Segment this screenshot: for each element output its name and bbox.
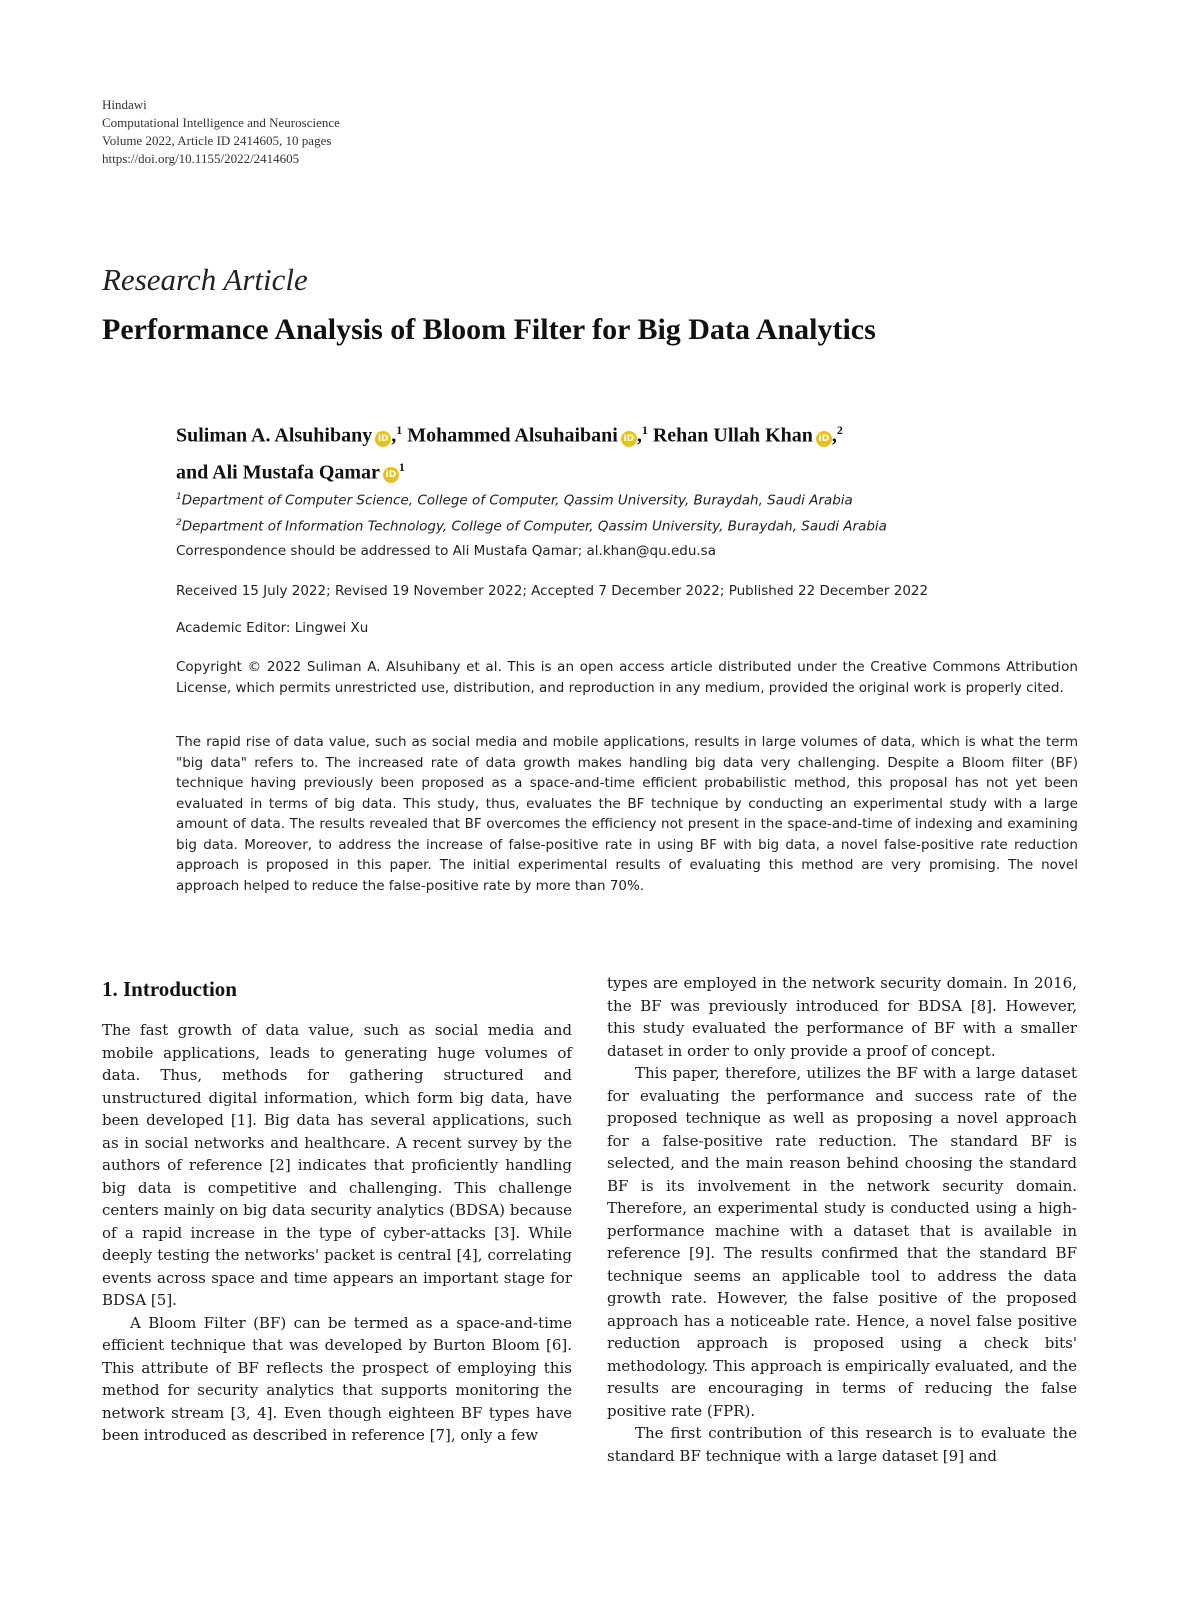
journal-header [102, 96, 340, 168]
author-name: Mohammed Alsuhaibani [407, 424, 618, 447]
right-column [607, 972, 1077, 1467]
body-paragraph: The fast growth of data value, such as social media and mobile applications, leads to generating huge volumes of data. Thus, methods for gathering structured and unstructured digital information, which form big data, have been developed [1]. Big data has several applications, such as in social networks and healthcare. A recent survey by the authors of reference [2] indicates that proficiently handling big data is competitive and challenging. This challenge centers mainly on big data security analytics (BDSA) because of a rapid increase in the type of cyber-attacks [3]. While deeply testing the networks' packet is central [4], correlating events across space and time appears an important stage for BDSA [5]. [102, 1021, 572, 1309]
author-name: Rehan Ullah Khan [652, 424, 813, 447]
section-heading: 1. Introduction [102, 977, 237, 1001]
author-affiliation-mark: 1 [396, 423, 403, 437]
academic-editor: Academic Editor: Lingwei Xu [176, 620, 369, 636]
doi-link[interactable]: https://doi.org/10.1155/2022/2414605 [102, 151, 300, 166]
body-paragraph: The first contribution of this research is to evaluate the standard BF technique with a large dataset [9] and [607, 1424, 1077, 1465]
orcid-icon[interactable]: iD [621, 431, 637, 447]
body-paragraph: types are employed in the network security domain. In 2016, the BF was previously introduced for BDSA [8]. However, this study evaluated the performance of BF with a smaller dataset in order to only provide a proof of concept. [607, 974, 1077, 1060]
publisher-name: Hindawi [102, 97, 147, 112]
orcid-icon[interactable]: iD [816, 431, 832, 447]
author-conjunction: and [176, 461, 209, 484]
affiliation-list [176, 486, 887, 537]
publication-dates: Received 15 July 2022; Revised 19 November 2022; Accepted 7 December 2022; Published 22 December 2022 [176, 583, 929, 599]
orcid-icon[interactable]: iD [383, 467, 399, 483]
body-paragraph: This paper, therefore, utilizes the BF with a large dataset for evaluating the performance and success rate of the proposed technique as well as proposing a novel approach for a false-positive rate reduction. The standard BF is selected, and the main reason behind choosing the standard BF is its involvement in the network security domain. Therefore, an experimental study is conducted using a high-performance machine with a dataset that is available in reference [9]. The results confirmed that the standard BF technique seems an applicable tool to address the data growth rate. However, the false positive of the proposed approach has a noticeable rate. Hence, a novel false positive reduction approach is proposed using a check bits' methodology. This approach is empirically evaluated, and the results are encouraging in terms of reducing the false positive rate (FPR). [607, 1064, 1077, 1420]
affiliation-text: Department of Computer Science, College of Computer, Qassim University, Buraydah, Saudi Arabia [181, 492, 853, 509]
author-line-2 [176, 452, 1076, 489]
author-name: Ali Mustafa Qamar [212, 461, 380, 484]
affiliation-item [176, 512, 887, 538]
affiliation-number: 1 [176, 492, 182, 502]
body-paragraph: A Bloom Filter (BF) can be termed as a space-and-time efficient technique that was developed by Burton Bloom [6]. This attribute of BF reflects the prospect of employing this method for security analytics that supports monitoring the network stream [3, 4]. Even though eighteen BF types have been introduced as described in reference [7], only a few [102, 1313, 572, 1444]
orcid-icon[interactable]: iD [375, 431, 391, 447]
journal-name: Computational Intelligence and Neuroscience [102, 115, 340, 130]
author-affiliation-mark: 2 [836, 423, 843, 437]
affiliation-item [176, 486, 887, 512]
author-name: Suliman A. Alsuhibany [176, 424, 373, 447]
author-affiliation-mark: 1 [641, 423, 648, 437]
abstract-text: The rapid rise of data value, such as social media and mobile applications, results in large volumes of data, which is what the term "big data" refers to. The increased rate of data growth makes handling big data very challenging. Despite a Bloom filter (BF) technique having previously been proposed as a space-and-time efficient probabilistic method, this proposal has not yet been evaluated in terms of big data. This study, thus, evaluates the BF technique by conducting an experimental study with a large amount of data. The results revealed that BF overcomes the efficiency not present in the space-and-time of indexing and examining big data. Moreover, to address the increase of false-positive rate in using BF with big data, a novel false-positive rate reduction approach is proposed in this paper. The initial experimental results of evaluating this method are very promising. The novel approach helped to reduce the false-positive rate by more than 70%. [176, 734, 1078, 894]
author-affiliation-mark: 1 [398, 459, 405, 474]
volume-info: Volume 2022, Article ID 2414605, 10 pages [102, 133, 332, 148]
left-column [102, 1019, 572, 1447]
affiliation-text: Department of Information Technology, College of Computer, Qassim University, Buraydah, Saudi Arabia [181, 518, 887, 534]
copyright-notice: Copyright © 2022 Suliman A. Alsuhibany et al. This is an open access article distributed under the Creative Commons Attribution License, which permits unrestricted use, distribution, and reproduction in any medium, provided the original work is properly cited. [176, 659, 1078, 696]
affiliation-number: 2 [176, 517, 182, 528]
author-list [176, 415, 1076, 488]
correspondence: Correspondence should be addressed to Ali Mustafa Qamar; al.khan@qu.edu.sa [176, 543, 716, 559]
article-type: Research Article [102, 262, 308, 297]
paper-title: Performance Analysis of Bloom Filter for Big Data Analytics [102, 313, 876, 346]
author-line-1: Suliman A. Alsuhibany iD ,$^1$ Mohammed Alsuhaibani iD ,$^1$ Rehan Ullah Khan iD ,$^2$ [176, 423, 843, 447]
